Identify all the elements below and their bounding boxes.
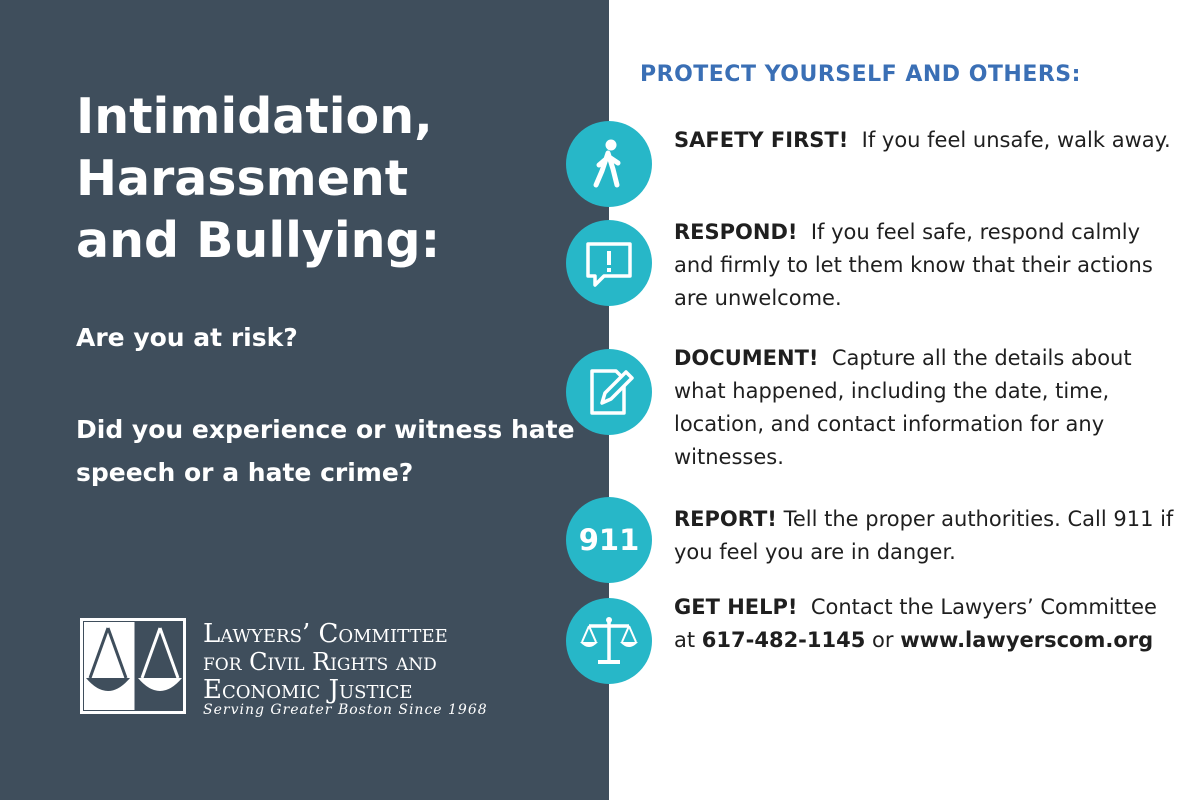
number-911-badge (566, 497, 652, 583)
scales-icon (566, 598, 652, 684)
question-witness: Did you experience or witness hate speech or a hate crime? (76, 415, 575, 487)
step-safety-first (674, 124, 1174, 157)
step-text: Tell the proper authorities. Call 911 if you feel you are in danger. (674, 507, 1174, 564)
logo-line-3: Economic Justice (203, 675, 413, 705)
question-at-risk: Are you at risk? (76, 323, 298, 352)
logo-wordmark (203, 620, 448, 704)
section-heading: PROTECT YOURSELF AND OTHERS: (640, 62, 1081, 87)
walking-person-icon (566, 121, 652, 207)
organization-logo (80, 618, 500, 718)
step-title: REPORT! (674, 507, 777, 531)
step-title: DOCUMENT! (674, 346, 819, 370)
step-text-or: or (872, 628, 894, 652)
step-get-help (674, 591, 1174, 657)
logo-line-2: for Civil Rights and (203, 648, 437, 676)
title-line-3: and Bullying: (76, 212, 441, 269)
step-title: RESPOND! (674, 220, 798, 244)
website-link[interactable]: www.lawyerscom.org (900, 628, 1154, 652)
step-title: SAFETY FIRST! (674, 128, 849, 152)
title-line-2: Harassment (76, 150, 409, 207)
scales-of-justice-icon (80, 618, 186, 714)
alert-speech-bubble-icon (566, 220, 652, 306)
step-text: Contact the Lawyers’ Committee at (674, 595, 1157, 652)
logo-tagline: Serving Greater Boston Since 1968 (203, 702, 488, 718)
step-document (674, 342, 1174, 474)
step-report (674, 503, 1174, 569)
document-pencil-icon (566, 349, 652, 435)
step-text: If you feel unsafe, walk away. (861, 128, 1171, 152)
badge-911-text: 911 (578, 523, 640, 557)
step-text: If you feel safe, respond calmly and firmly to let them know that their actions are unwelcome. (674, 220, 1153, 310)
page-title (76, 86, 596, 272)
step-respond (674, 216, 1174, 315)
step-title: GET HELP! (674, 595, 798, 619)
step-text: Capture all the details about what happened, including the date, time, location, and contact information for any witnesses. (674, 346, 1132, 469)
phone-number-link[interactable]: 617-482-1145 (701, 628, 866, 652)
title-line-1: Intimidation, (76, 88, 433, 145)
logo-line-1: Lawyers’ Committee (203, 619, 448, 649)
